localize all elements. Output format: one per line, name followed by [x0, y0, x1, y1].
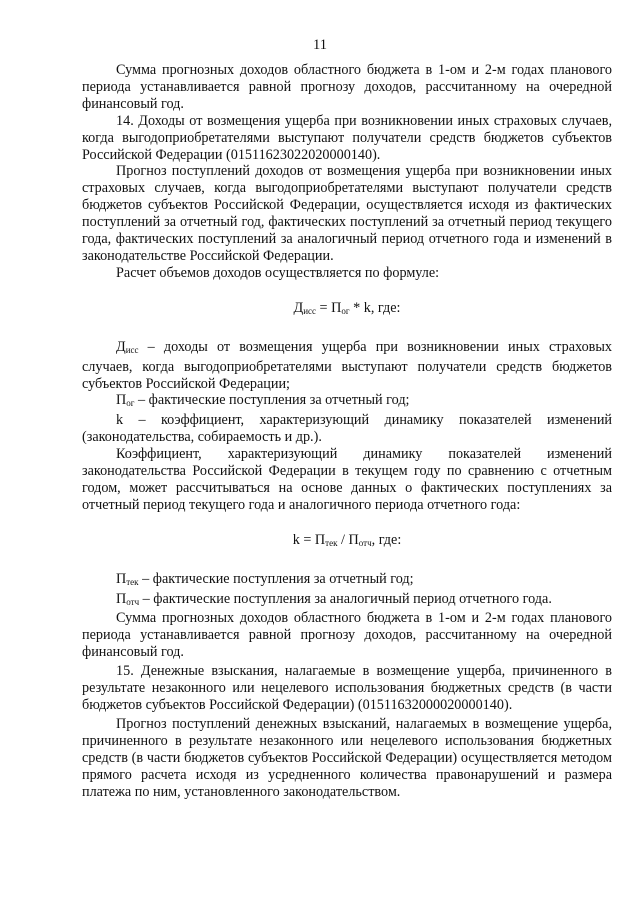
- definition-k: k – коэффициент, характеризующий динамику показателей изменений (законодательства, собираемость и др.).: [82, 412, 612, 446]
- formula-coefficient-sub2: отч: [358, 537, 372, 548]
- formula-income-rhs-sub: ог: [341, 305, 350, 316]
- definition-p-og: $П_{ог}$ – фактические поступления за отчетный год;: [116, 392, 410, 409]
- definition-p-otch: $П_{отч}$ – фактические поступления за аналогичный период отчетного года.: [116, 590, 552, 607]
- paragraph-forecast-sum-1: Сумма прогнозных доходов областного бюджета в 1-ом и 2-м годах планового периода устанавливается равной прогнозу доходов, рассчитанному на очередной финансовый год.: [82, 62, 612, 112]
- paragraph-coefficient: Коэффициент, характеризующий динамику показателей изменений законодательства Российской Федерации в текущем году по сравнению с отчетным годом, может рассчитываться на основе данных о фактических поступлениях за отчетный период текущего года и аналогичного периода отчетного года:: [82, 446, 612, 513]
- formula-income-rest: * k, где:: [349, 299, 401, 316]
- formula-income-lhs: Д: [293, 299, 304, 316]
- document-body: [82, 62, 612, 800]
- formula-coefficient-mid: / П: [337, 531, 359, 548]
- formula-coefficient-lhs: k = П: [292, 531, 326, 548]
- formula-income: [82, 300, 612, 320]
- formula-income-eq: = П: [316, 299, 342, 316]
- definition-p-tek: $П_{тек}$ – фактические поступления за отчетный год;: [116, 570, 414, 587]
- paragraph-item-15-method: Прогноз поступлений денежных взысканий, налагаемых в возмещение ущерба, причиненного в результате незаконного или нецелевого использования бюджетных средств (в части бюджетов субъектов Российской Федерации) осуществляется методом прямого расчета исходя из усредненного количества правонарушений и размера платежа по ним, установленного законодательством.: [82, 715, 612, 800]
- page-number: 11: [313, 37, 327, 53]
- paragraph-forecast-sum-2: Сумма прогнозных доходов областного бюджета в 1-ом и 2-м годах планового периода устанавливается равной прогнозу доходов, рассчитанному на очередной финансовый год.: [82, 610, 612, 661]
- formula-coefficient-sub1: тек: [325, 537, 338, 548]
- definition-d-iss: $Д_{исс}$ – доходы от возмещения ущерба при возникновении иных страховых случаев, когда выгодоприобретателями выступают получатели средств бюджетов субъектов Российской Федерации;: [82, 338, 612, 392]
- paragraph-item-15-title: 15. Денежные взыскания, налагаемые в возмещение ущерба, причиненного в результате незаконного или нецелевого использования бюджетных средств (в части бюджетов субъектов Российской Федерации) (01511632000020000140).: [82, 663, 612, 713]
- formula-coefficient: [82, 532, 612, 552]
- formula-income-lhs-sub: исс: [303, 305, 316, 316]
- formula-coefficient-rest: , где:: [371, 531, 402, 548]
- paragraph-item-14-title: 14. Доходы от возмещения ущерба при возникновении иных страховых случаев, когда выгодоприобретателями выступают получатели средств бюджетов субъектов Российской Федерации (01511623022020000140).: [82, 112, 612, 163]
- paragraph-formula-intro: Расчет объемов доходов осуществляется по формуле:: [116, 264, 440, 281]
- paragraph-item-14-method: Прогноз поступлений доходов от возмещения ущерба при возникновении иных страховых случаев, когда выгодоприобретателями выступают получатели средств бюджетов субъектов Российской Федерации, осуществляется исходя из фактических поступлений за отчетный год, фактических поступлений за отчетный период текущего года, фактических поступлений за аналогичный период отчетного года и изменений в законодательстве Российской Федерации.: [82, 163, 612, 264]
